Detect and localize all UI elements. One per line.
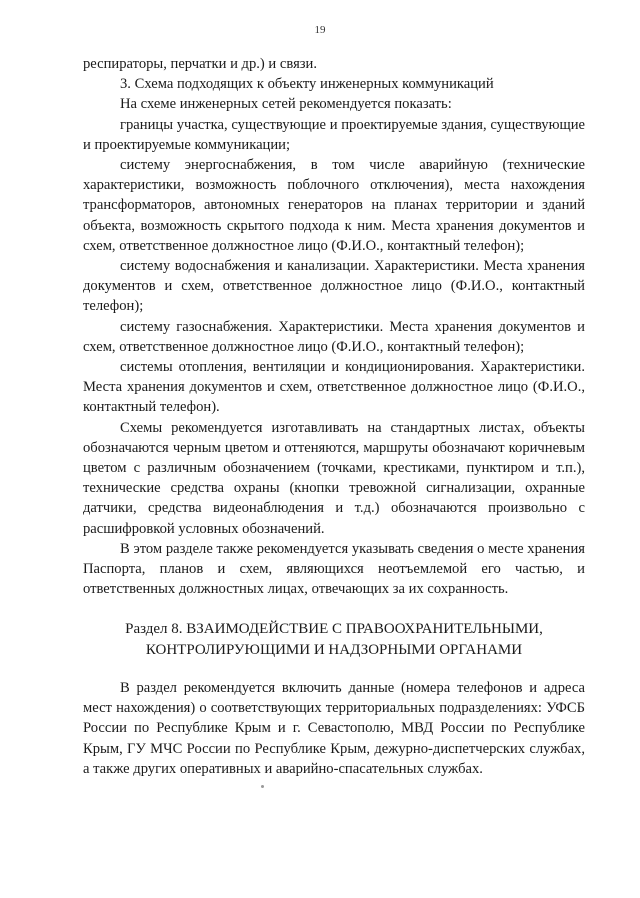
page-number: 19 (314, 24, 326, 36)
paragraph: респираторы, перчатки и др.) и связи. (83, 56, 318, 72)
paragraph: В раздел рекомендуется включить данные (номера телефонов и адреса мест нахождения) о соответствующих территориальных подразделениях: УФСБ России по Республике Крым и г. Севастополю, МВД России по Республике Крым, ГУ МЧС России по Республике Крым, дежурно-диспетчерских службах, а также других оперативных и аварийно-спасательных службах. (83, 679, 585, 777)
paragraph: 3. Схема подходящих к объекту инженерных коммуникаций (120, 76, 494, 93)
paragraph: Схемы рекомендуется изготавливать на стандартных листах, объекты обозначаются черным цветом и оттеняются, маршруты обозначают коричневым цветом с различным обозначением (точками, крестиками, пунктиром и т.п.), технические средства охраны (кнопки тревожной сигнализации, охранные датчики, средства видеонаблюдения и т.д.) обозначаются произвольно с расшифровкой условных обозначений. (83, 419, 585, 537)
paragraph: В этом разделе также рекомендуется указывать сведения о месте хранения Паспорта, планов и схем, являющихся неотъемлемой его частью, и ответственных должностных лицах, отвечающих за их сохранность. (83, 540, 585, 598)
paragraph: систему водоснабжения и канализации. Характеристики. Места хранения документов и схем, ответственное должностное лицо (Ф.И.О., контактный телефон); (83, 258, 585, 315)
section-heading-line-2: КОНТРОЛИРУЮЩИМИ И НАДЗОРНЫМИ ОРГАНАМИ (145, 641, 523, 658)
paragraphs-after-heading (83, 678, 585, 779)
section-heading (83, 619, 585, 659)
paragraph: системы отопления, вентиляции и кондиционирования. Характеристики. Места хранения документов и схем, ответственное должностное лицо (Ф.И.О., контактный телефон). (83, 359, 585, 416)
paragraph: систему газоснабжения. Характеристики. Места хранения документов и схем, ответственное должностное лицо (Ф.И.О., контактный телефон); (83, 318, 585, 355)
paragraph: На схеме инженерных сетей рекомендуется показать: (120, 96, 452, 113)
paragraph: систему энергоснабжения, в том числе аварийную (технические характеристики, возможность поблочного отключения), места нахождения трансформаторов, автономных генераторов на планах территории и зданий объекта, возможность скрытого подхода к ним. Места хранения документов и схем, ответственное должностное лицо (Ф.И.О., контактный телефон); (83, 157, 585, 254)
document-body (83, 54, 585, 779)
paragraphs-before-heading (83, 54, 585, 599)
scan-speck (261, 785, 264, 788)
paragraph: границы участка, существующие и проектируемые здания, существующие и проектируемые коммуникации; (83, 116, 585, 153)
section-heading-line-1: Раздел 8. ВЗАИМОДЕЙСТВИЕ С ПРАВООХРАНИТЕЛЬНЫМИ, (125, 621, 543, 638)
